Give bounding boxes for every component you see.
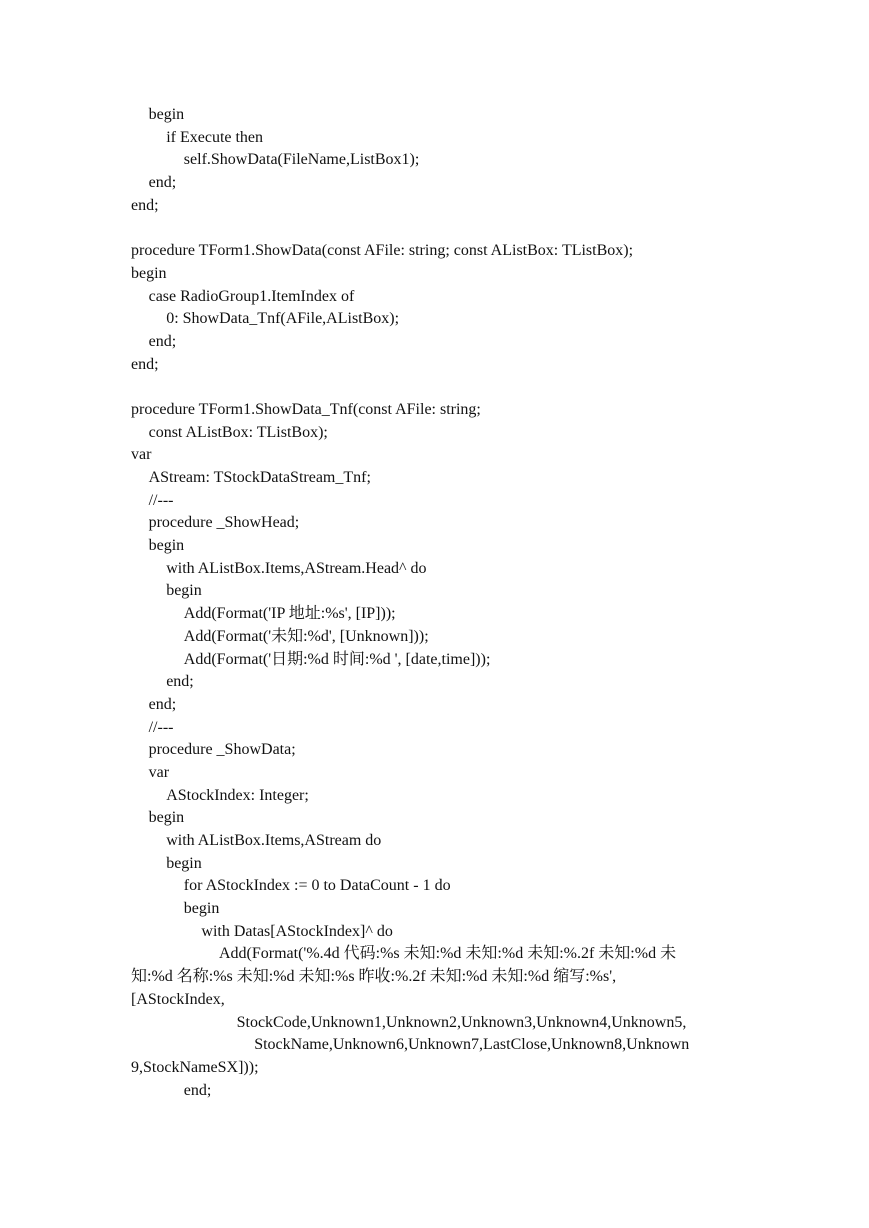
code-line: begin [148, 809, 185, 827]
code-line: end; [131, 196, 159, 214]
code-line: procedure _ShowHead; [148, 514, 300, 532]
code-line: const AListBox: TListBox); [148, 423, 328, 441]
code-line: for AStockIndex := 0 to DataCount - 1 do [183, 877, 451, 895]
code-line: procedure TForm1.ShowData(const AFile: string; const AListBox: TListBox); [131, 242, 634, 260]
code-document [131, 104, 751, 1102]
code-line: self.ShowData(FileName,ListBox1); [183, 151, 420, 169]
code-line: end; [148, 174, 177, 192]
code-line: Add(Format('未知:%d', [Unknown])); [183, 627, 429, 645]
code-line: end; [131, 355, 159, 373]
code-line: StockCode,Unknown1,Unknown2,Unknown3,Unknown4,Unknown5, [236, 1013, 687, 1031]
code-line: 9,StockNameSX])); [131, 1058, 259, 1076]
code-line: AStockIndex: Integer; [166, 786, 309, 804]
code-line: begin [166, 582, 202, 600]
code-line: begin [183, 900, 220, 918]
code-line: end; [148, 695, 177, 713]
code-line: var [131, 446, 152, 464]
code-line: //--- [148, 491, 174, 509]
code-line: Add(Format('%.4d 代码:%s 未知:%d 未知:%d 未知:%.2f 未知:%d 未 [219, 945, 677, 963]
code-line: StockName,Unknown6,Unknown7,LastClose,Unknown8,Unknown [254, 1036, 690, 1054]
code-line: procedure TForm1.ShowData_Tnf(const AFile: string; [131, 400, 481, 418]
code-line: with AListBox.Items,AStream.Head^ do [166, 559, 427, 577]
code-line: AStream: TStockDataStream_Tnf; [148, 469, 371, 486]
code-line: end; [148, 332, 177, 350]
code-line: with Datas[AStockIndex]^ do [201, 922, 393, 940]
code-line: var [148, 763, 170, 781]
code-line [131, 376, 751, 399]
code-line: 0: ShowData_Tnf(AFile,AListBox); [166, 310, 400, 328]
code-line: [AStockIndex, [131, 990, 225, 1008]
code-line: begin [148, 537, 185, 555]
code-line: with AListBox.Items,AStream do [166, 832, 382, 849]
code-line: procedure _ShowData; [148, 741, 296, 759]
code-line: case RadioGroup1.ItemIndex of [148, 287, 355, 305]
code-line: begin [131, 264, 167, 282]
code-line: end; [166, 673, 194, 691]
code-line: if Execute then [166, 128, 264, 146]
code-line: 知:%d 名称:%s 未知:%d 未知:%s 昨收:%.2f 未知:%d 未知:%d 缩写:%s', [131, 968, 617, 986]
code-line: begin [166, 854, 202, 872]
code-line: begin [148, 106, 185, 123]
code-line: Add(Format('IP 地址:%s', [IP])); [183, 605, 396, 623]
code-line [131, 217, 751, 240]
code-line: //--- [148, 718, 174, 736]
code-line: end; [183, 1081, 212, 1099]
code-line: Add(Format('日期:%d 时间:%d ', [date,time])); [183, 650, 491, 668]
